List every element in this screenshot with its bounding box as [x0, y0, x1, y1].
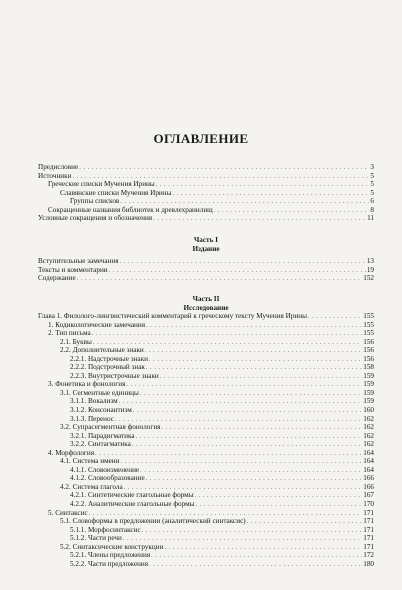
toc-entry [38, 197, 374, 206]
toc-entry [38, 372, 374, 381]
toc-entry-page: 159 [363, 397, 374, 406]
toc-entry-title: Предисловие [38, 163, 79, 171]
dot-leader [77, 275, 363, 284]
dot-leader [140, 390, 362, 399]
toc-entry-page: 155 [363, 312, 374, 320]
dot-leader [120, 258, 366, 267]
toc-entry [38, 355, 374, 364]
dot-leader [145, 347, 362, 356]
dot-leader [133, 407, 362, 416]
toc-entry [38, 329, 374, 338]
toc-entry-page: 8 [370, 205, 374, 214]
dot-leader [142, 527, 363, 536]
toc-entry-page: 164 [363, 465, 374, 474]
toc-entry-page: 162 [363, 440, 374, 449]
toc-entry [38, 346, 374, 355]
toc-entry-page: 180 [363, 559, 374, 568]
toc-entry-page: 6 [370, 197, 374, 206]
toc-entry [38, 266, 374, 275]
part-2-heading [38, 295, 374, 312]
toc-entry [38, 500, 374, 509]
toc-entry-title: Содержание [38, 274, 76, 283]
toc-entry-title: 5.1.1. Морфосинтаксис [70, 525, 141, 534]
toc-entry-page: 158 [363, 363, 374, 372]
page-title: ОГЛАВЛЕНИЕ [153, 131, 249, 146]
dot-leader [149, 356, 362, 365]
toc-entry [38, 415, 374, 424]
toc-entry-page: 171 [363, 508, 374, 517]
toc-entry-title: 3.1. Сегментные единицы [60, 388, 139, 397]
toc-entry-page: 156 [363, 346, 374, 355]
toc-entry-title: 2.2.2. Подстрочный знак [70, 363, 145, 372]
toc-entry-page: 11 [367, 214, 374, 223]
dot-leader [153, 215, 366, 224]
toc-entry [38, 321, 374, 330]
toc-entry [38, 526, 374, 535]
toc-entry-title: 4.2.2. Аналитические глагольные формы [70, 500, 195, 509]
dot-leader [151, 552, 362, 561]
toc-entry [38, 423, 374, 432]
toc-entry-title: 5.1. Словоформы в предложении (аналитический синтаксис) [60, 517, 246, 526]
toc-entry [38, 517, 374, 526]
toc-entry-title: 2.2.3. Внутристрочные знаки [70, 371, 159, 380]
toc-entry-title: 3.2.2. Синтагматика [70, 440, 131, 449]
dot-leader [214, 207, 370, 216]
toc-entry [38, 543, 374, 552]
part-1-name: Издание [192, 244, 220, 253]
toc-entry-title: 3.1.2. Консонантизм [70, 406, 132, 415]
toc-entry [38, 163, 374, 172]
toc-entry-page: 172 [363, 551, 374, 560]
toc-entry-page: 156 [363, 354, 374, 363]
toc-entry-title: 3.1.3. Перенос [70, 414, 114, 423]
dot-leader [109, 267, 366, 276]
toc-entry [38, 206, 374, 215]
dot-leader [308, 313, 362, 322]
toc-entry [38, 449, 374, 458]
toc-entry-page: 171 [363, 517, 374, 526]
toc-entry [38, 363, 374, 372]
toc-entry-title: 3.1.1. Вокализм [70, 397, 118, 406]
toc-entry-title: 4.2. Система глагола [60, 482, 123, 491]
toc-entry-title: 2.2. Дополнительные знаки [60, 346, 144, 355]
toc-entry-page: 171 [363, 542, 374, 551]
toc-entry-title: 3. Фонетика и фонология [48, 380, 126, 389]
dot-leader [92, 330, 362, 339]
dot-leader [132, 441, 362, 450]
toc-entry-page: 164 [363, 448, 374, 457]
dot-leader [164, 544, 362, 553]
dot-leader [156, 181, 370, 190]
toc-entry-page: 152 [363, 274, 374, 283]
toc-entry-page: 19 [366, 265, 374, 274]
toc-entry-page: 159 [363, 388, 374, 397]
toc-entry-title: 5. Синтаксис [48, 508, 88, 517]
toc-entry-page: 3 [370, 163, 374, 171]
toc-entry [38, 312, 374, 321]
toc-entry-title: 4.1.1. Словоизменение [70, 465, 140, 474]
toc-front-matter [38, 163, 374, 223]
dot-leader [126, 381, 362, 390]
dot-leader [146, 475, 363, 484]
toc-entry [38, 466, 374, 475]
toc-entry-page: 5 [370, 188, 374, 197]
toc-entry-title: 4. Морфология [48, 448, 95, 457]
part-2-number: Часть II [192, 295, 220, 303]
toc-part-1 [38, 257, 374, 283]
toc-entry [38, 440, 374, 449]
dot-leader [195, 501, 362, 510]
dot-leader [79, 164, 369, 173]
toc-part-2 [38, 312, 374, 568]
toc-entry [38, 432, 374, 441]
part-2-name: Исследование [183, 303, 229, 312]
toc-entry-title: Источники [38, 171, 72, 180]
toc-entry-page: 167 [363, 491, 374, 500]
part-1-heading [38, 236, 374, 253]
toc-entry [38, 483, 374, 492]
toc-entry-title: Группы списков [70, 197, 120, 206]
toc-entry-title: Глава 1. Филолого-лингвистический комментарий к греческому тексту Мучения Ирины [38, 312, 307, 320]
toc-entry-page: 5 [370, 171, 374, 180]
toc-entry-page: 159 [363, 371, 374, 380]
dot-leader [195, 492, 363, 501]
toc-entry [38, 380, 374, 389]
dot-leader [247, 518, 363, 527]
toc-entry-title: Вступительные замечания [38, 257, 119, 265]
toc-entry [38, 551, 374, 560]
toc-entry-title: 5.2.2. Части предложения [70, 559, 149, 568]
toc-entry-page: 171 [363, 525, 374, 534]
toc-entry [38, 172, 374, 181]
dot-leader [172, 190, 369, 199]
toc-entry [38, 214, 374, 223]
toc-entry-title: 5.2.1. Члены предложения [70, 551, 151, 560]
toc-entry [38, 189, 374, 198]
toc-entry-title: 3.2.1. Парадигматика [70, 431, 135, 440]
toc-entry [38, 534, 374, 543]
toc-entry [38, 389, 374, 398]
part-1-number: Часть I [194, 236, 218, 244]
toc-entry [38, 491, 374, 500]
dot-leader [119, 398, 363, 407]
toc-entry [38, 274, 374, 283]
toc-entry-page: 160 [363, 406, 374, 415]
toc-entry-title: 4.1. Система имени [60, 457, 120, 466]
dot-leader [136, 433, 363, 442]
toc-entry-page: 166 [363, 482, 374, 491]
toc-entry [38, 560, 374, 569]
toc-entry-title: Условные сокращения и обозначения [38, 214, 153, 223]
dot-leader [146, 364, 362, 373]
toc-entry-page: 156 [363, 337, 374, 346]
toc-entry-title: 2.2.1. Надстрочные знаки [70, 354, 148, 363]
toc-entry-title: 1. Кодикологические замечания [48, 320, 146, 329]
toc-entry-title: 5.1.2. Части речи [70, 534, 122, 543]
toc-entry-page: 5 [370, 180, 374, 189]
toc-entry-title: 2. Тип письма [48, 329, 91, 338]
dot-leader [146, 322, 362, 331]
toc-entry-page: 155 [363, 320, 374, 329]
toc-entry-title: Сокращенные названия библиотек и древлехранилищ [48, 205, 213, 214]
toc-entry [38, 509, 374, 518]
toc-entry-page: 155 [363, 329, 374, 338]
toc-entry [38, 257, 374, 266]
toc-entry-page: 166 [363, 474, 374, 483]
toc-entry-page: 13 [366, 257, 374, 265]
toc-entry [38, 457, 374, 466]
toc-entry-title: 2.1. Буквы [60, 337, 92, 346]
toc-entry [38, 406, 374, 415]
toc-entry-page: 170 [363, 500, 374, 509]
dot-leader [95, 450, 362, 459]
toc-entry-page: 162 [363, 423, 374, 432]
toc-entry-title: 4.1.2. Словообразование [70, 474, 145, 483]
toc-entry-title: Греческие списки Мучения Ирины [48, 180, 155, 189]
dot-leader [149, 561, 362, 570]
toc-entry-title: Тексты и комментарии [38, 265, 108, 274]
toc-entry-page: 159 [363, 380, 374, 389]
dot-leader [161, 424, 362, 433]
toc-entry [38, 338, 374, 347]
toc-entry [38, 474, 374, 483]
dot-leader [121, 458, 363, 467]
toc-entry-page: 162 [363, 414, 374, 423]
toc-entry [38, 397, 374, 406]
dot-leader [140, 467, 362, 476]
toc-entry-title: 4.2.1. Синтетические глагольные формы [70, 491, 194, 500]
toc-entry-page: 162 [363, 431, 374, 440]
toc-entry-page: 171 [363, 534, 374, 543]
toc-entry-title: 3.2. Супрасегментная фонология [60, 423, 161, 432]
toc-entry-page: 164 [363, 457, 374, 466]
toc-entry-title: Славянские списки Мучения Ирины [60, 188, 172, 197]
toc-entry [38, 180, 374, 189]
toc-entry-title: 5.2. Синтаксические конструкции [60, 542, 164, 551]
dot-leader [160, 373, 362, 382]
